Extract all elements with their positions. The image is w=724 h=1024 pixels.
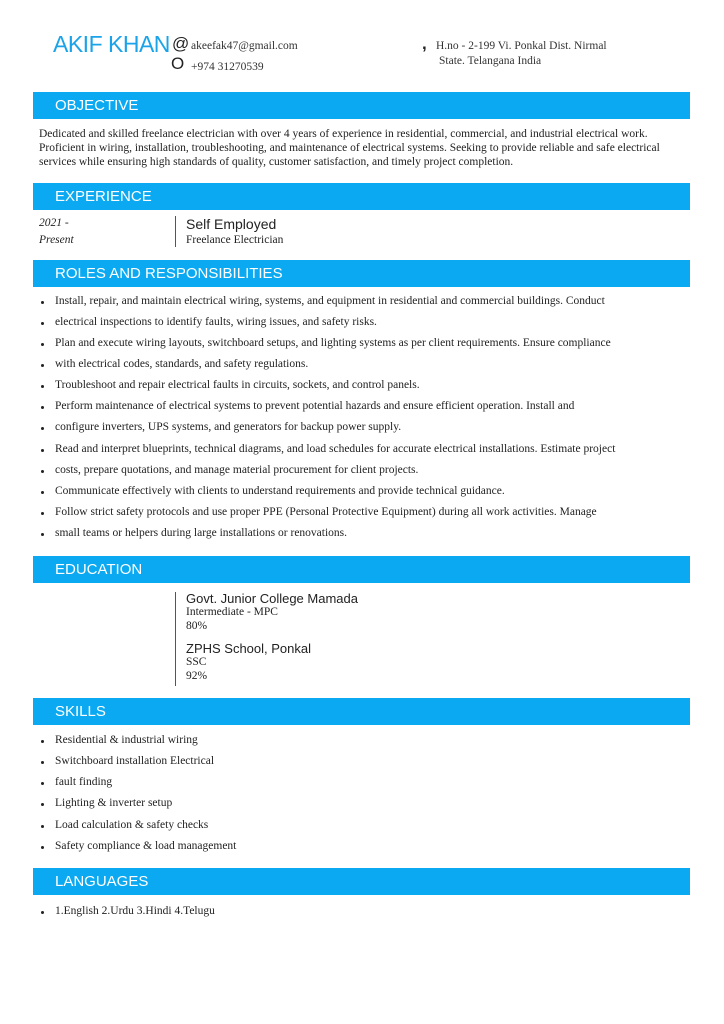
experience-role: Freelance Electrician — [186, 234, 284, 246]
list-item: costs, prepare quotations, and manage material procurement for client projects. — [55, 464, 419, 476]
list-item: configure inverters, UPS systems, and generators for backup power supply. — [55, 421, 402, 433]
list-item: 1.English 2.Urdu 3.Hindi 4.Telugu — [55, 905, 215, 917]
education-score: 92% — [186, 670, 208, 682]
list-item: small teams or helpers during large installations or renovations. — [55, 527, 348, 539]
experience-employer: Self Employed — [186, 216, 277, 232]
address-line-1: H.no - 2-199 Vi. Ponkal Dist. Nirmal — [436, 40, 607, 52]
experience-date-start: 2021 - — [39, 217, 69, 229]
education-heading: EDUCATION — [33, 556, 690, 583]
list-item: Perform maintenance of electrical systems to prevent potential hazards and ensure efficient operation. Install and — [55, 400, 575, 412]
education-score: 80% — [186, 620, 208, 632]
list-item: Switchboard installation Electrical — [55, 755, 215, 767]
list-item: fault finding — [55, 776, 113, 788]
list-item: Troubleshoot and repair electrical faults in circuits, sockets, and control panels. — [55, 379, 420, 391]
experience-date-end: Present — [39, 234, 74, 246]
experience-heading: EXPERIENCE — [33, 183, 690, 210]
list-item: Residential & industrial wiring — [55, 734, 198, 746]
location-icon: , — [422, 34, 427, 53]
list-item: Safety compliance & load management — [55, 840, 237, 852]
education-school: Govt. Junior College Mamada — [186, 591, 358, 606]
roles-heading: ROLES AND RESPONSIBILITIES — [33, 260, 690, 287]
list-item: Lighting & inverter setup — [55, 797, 173, 809]
objective-heading: OBJECTIVE — [33, 92, 690, 119]
email-icon: @ — [172, 34, 190, 53]
phone-text: +974 31270539 — [191, 61, 264, 73]
list-item: Install, repair, and maintain electrical wiring, systems, and equipment in residential and commercial buildings. Conduct — [55, 295, 605, 307]
experience-divider — [175, 216, 176, 247]
candidate-name: AKIF KHAN — [53, 31, 170, 57]
list-item: with electrical codes, standards, and safety regulations. — [55, 358, 309, 370]
education-course: SSC — [186, 656, 207, 668]
list-item: Follow strict safety protocols and use proper PPE (Personal Protective Equipment) during all work activities. Manage — [55, 506, 597, 518]
address-line-2: State. Telangana India — [439, 55, 542, 67]
list-item: Read and interpret blueprints, technical diagrams, and load schedules for accurate electrical installations. Estimate project — [55, 443, 616, 455]
list-item: electrical inspections to identify faults, wiring issues, and safety risks. — [55, 316, 377, 328]
education-divider — [175, 592, 176, 686]
phone-icon: O — [171, 54, 185, 73]
objective-text: Dedicated and skilled freelance electrician with over 4 years of experience in residential, commercial, and industrial electrical work. Proficient in wiring, installation, troubleshooting, and maintenance of electrical systems. Seeking to provide reliable and safe electrical services while ensuring high standards of quality, customer satisfaction, and timely project completion. — [39, 128, 660, 168]
skills-heading: SKILLS — [33, 698, 690, 725]
list-item: Plan and execute wiring layouts, switchboard setups, and lighting systems as per client requirements. Ensure compliance — [55, 337, 611, 349]
education-course: Intermediate - MPC — [186, 606, 278, 618]
email-text: akeefak47@gmail.com — [191, 40, 298, 52]
list-item: Load calculation & safety checks — [55, 819, 209, 831]
education-school: ZPHS School, Ponkal — [186, 641, 312, 656]
list-item: Communicate effectively with clients to understand requirements and provide technical guidance. — [55, 485, 505, 497]
languages-heading: LANGUAGES — [33, 868, 690, 895]
